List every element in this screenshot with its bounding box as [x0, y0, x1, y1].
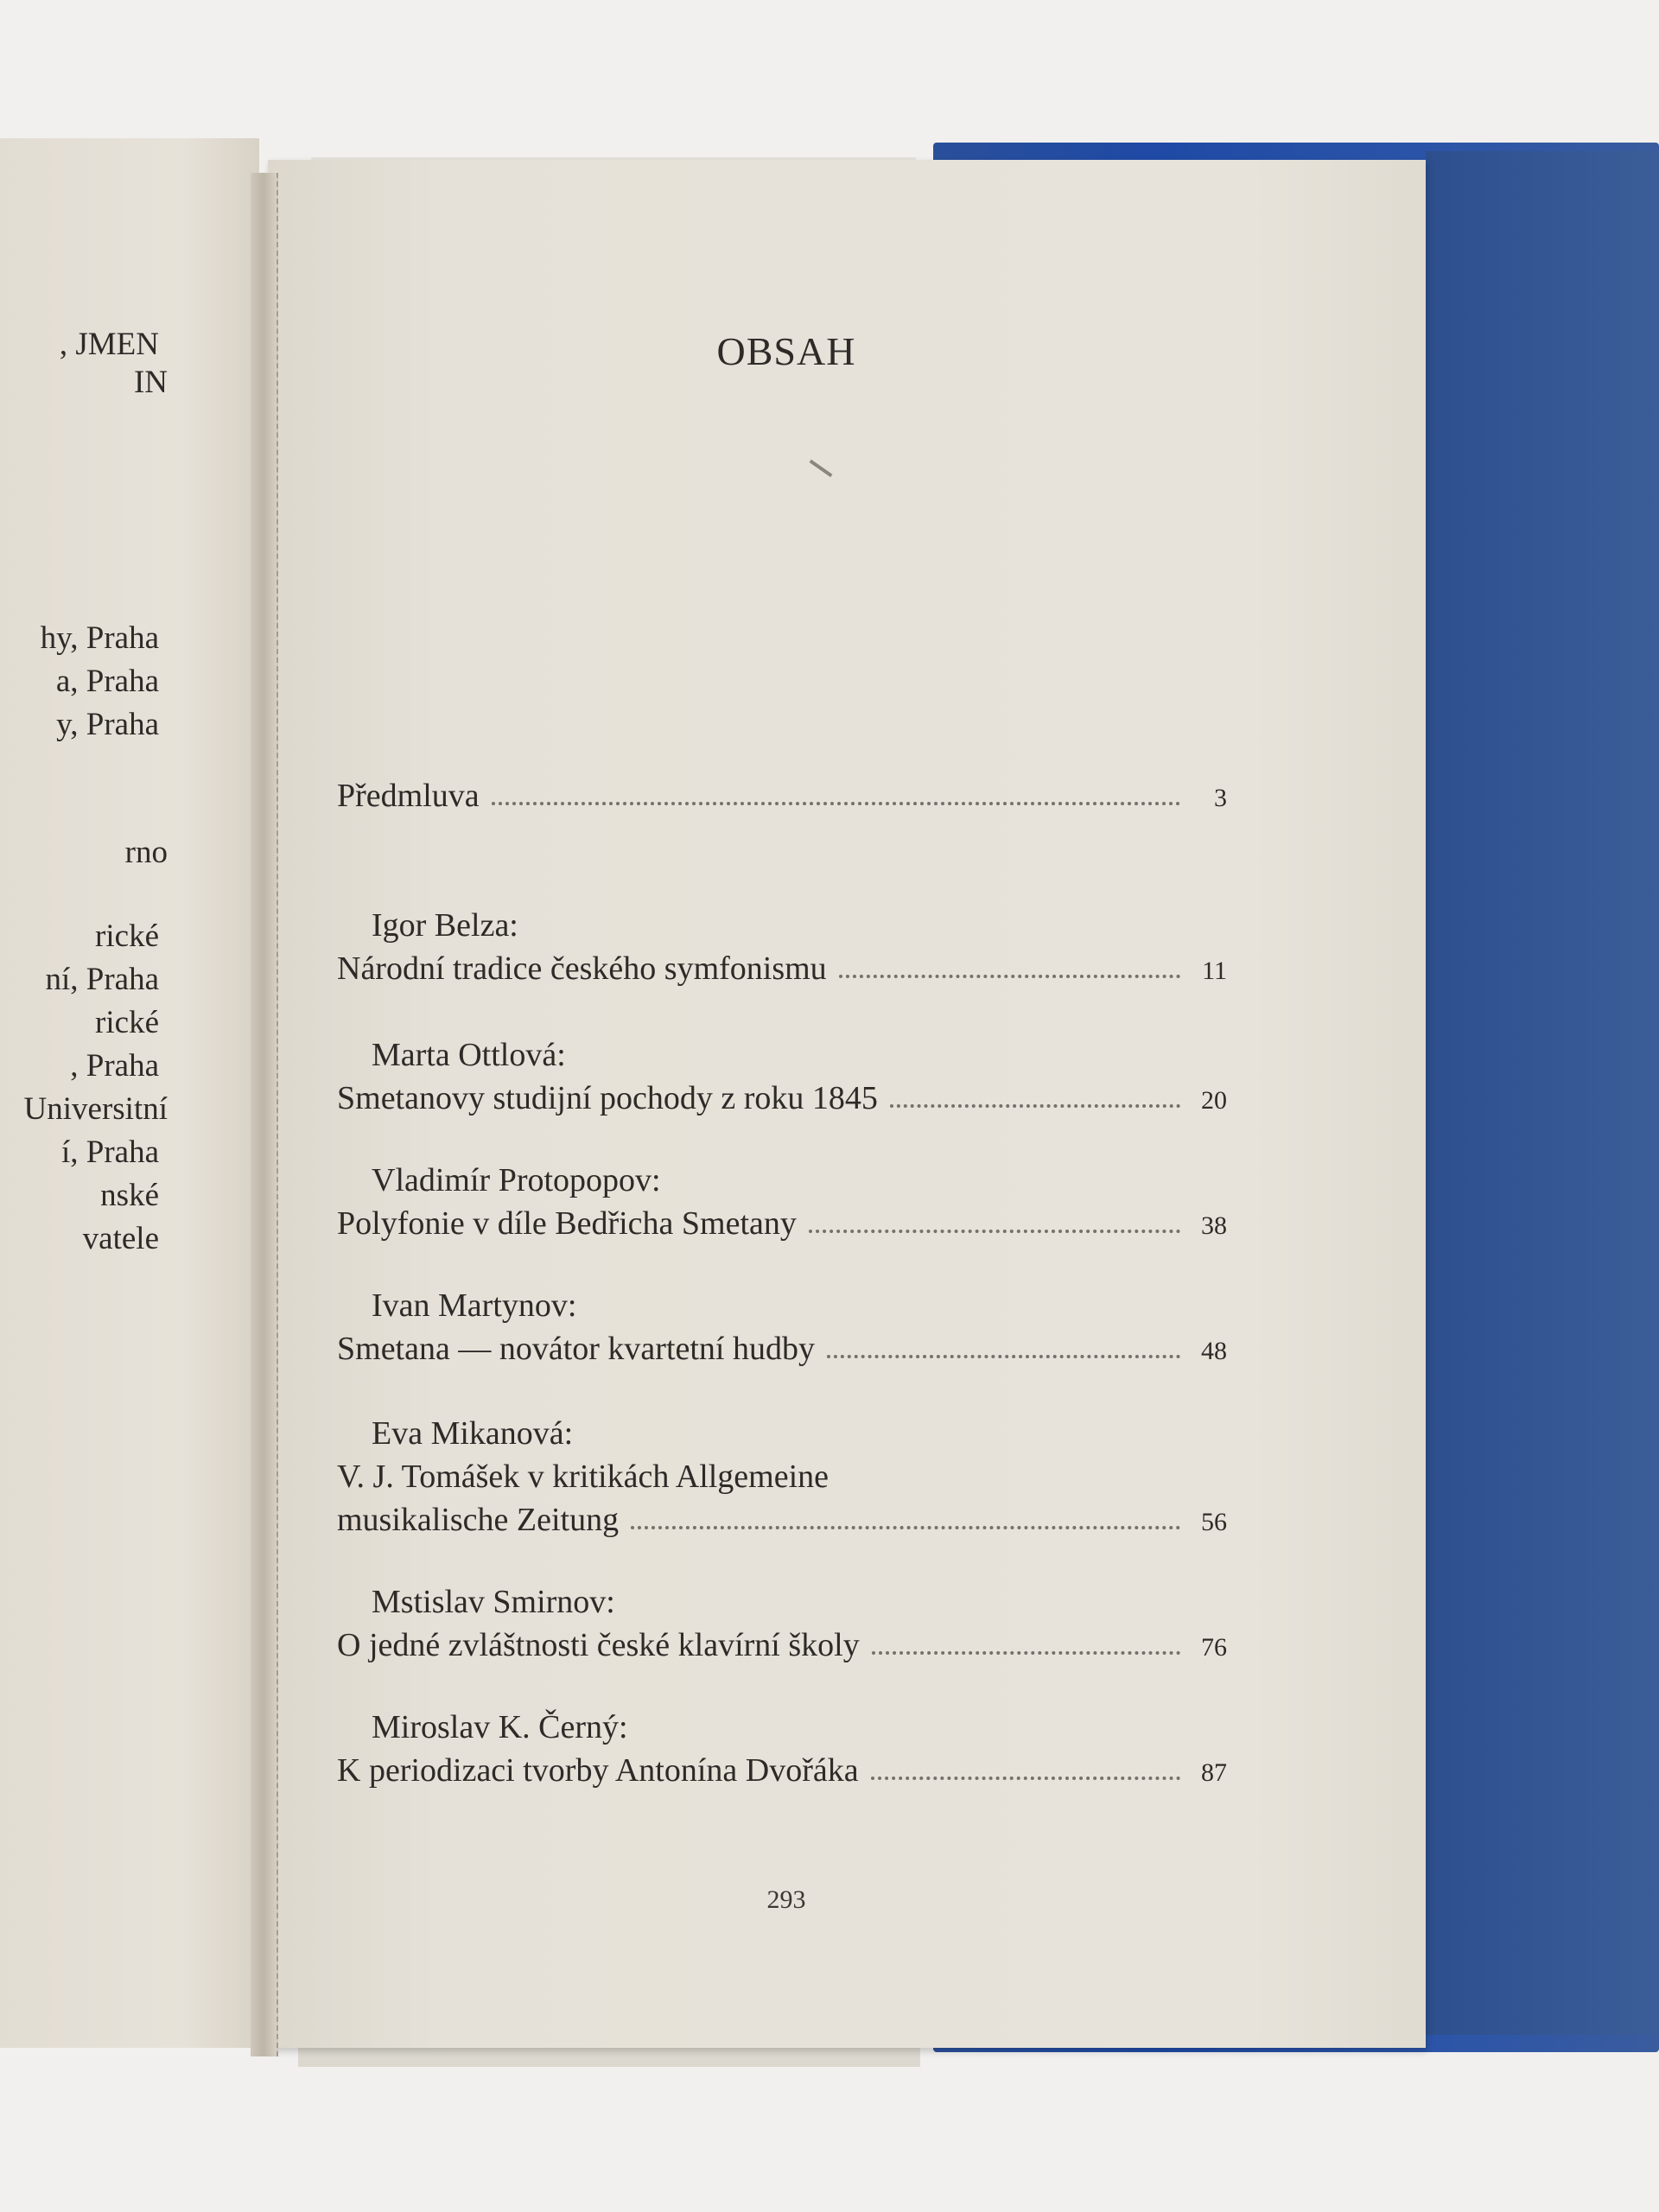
left-line: y, Praha — [56, 707, 159, 742]
toc-title: Smetanovy studijní pochody z roku 1845 — [337, 1080, 878, 1116]
toc-page-number: 76 — [1201, 1633, 1227, 1662]
leader-dots — [631, 1517, 1180, 1529]
leader-dots — [839, 966, 1180, 978]
toc-page-number: 87 — [1201, 1758, 1227, 1787]
left-line: ní, Praha — [45, 962, 159, 997]
toc-preface-label: Předmluva — [337, 778, 480, 814]
toc-entry — [337, 1711, 1227, 1787]
toc-page-number: 11 — [1202, 957, 1227, 985]
left-line: vatele — [82, 1221, 159, 1256]
toc-author: Vladimír Protopopov: — [372, 1162, 661, 1198]
left-line: rické — [95, 1005, 159, 1040]
toc-title: musikalische Zeitung — [337, 1502, 620, 1538]
toc-title: K periodizaci tvorby Antonína Dvořáka — [337, 1752, 859, 1789]
left-line: IN — [133, 365, 168, 400]
toc-entry — [337, 1289, 1227, 1365]
toc-entry — [337, 909, 1227, 985]
toc-page-number: 48 — [1201, 1337, 1227, 1365]
left-page-text — [0, 328, 173, 1279]
page-title: OBSAH — [716, 329, 856, 373]
toc-author: Marta Ottlová: — [372, 1037, 566, 1073]
toc-title: Národní tradice českého symfonismu — [337, 950, 827, 987]
left-line: í, Praha — [60, 1135, 159, 1170]
toc-page-number: 56 — [1201, 1508, 1227, 1536]
toc-page-number: 20 — [1201, 1086, 1227, 1115]
toc-entry — [337, 1586, 1227, 1662]
toc-author: Miroslav K. Černý: — [372, 1709, 628, 1745]
left-line: a, Praha — [55, 664, 159, 699]
left-line: Universitní — [23, 1091, 168, 1127]
toc-author: Igor Belza: — [372, 907, 518, 944]
left-line: hy, Praha — [40, 620, 159, 656]
book-gutter — [251, 173, 278, 2056]
leader-dots — [492, 793, 1180, 805]
cover-board — [1426, 151, 1659, 2035]
left-line: , JMEN — [59, 327, 159, 362]
toc-entry — [337, 1417, 1227, 1536]
toc-page-number: 3 — [1214, 784, 1227, 812]
toc-page-number: 38 — [1201, 1211, 1227, 1240]
toc-title: O jedné zvláštnosti české klavírní školy — [337, 1627, 860, 1663]
left-line: rické — [95, 918, 159, 954]
toc-preface — [337, 779, 1227, 812]
toc-title-line: V. J. Tomášek v kritikách Allgemeine — [337, 1459, 830, 1495]
left-line: rno — [124, 835, 168, 870]
toc-entry — [337, 1039, 1227, 1115]
toc-author: Mstislav Smirnov: — [372, 1584, 615, 1620]
leader-dots — [871, 1768, 1180, 1780]
toc-author: Eva Mikanová: — [372, 1415, 574, 1452]
leader-dots — [890, 1096, 1180, 1108]
leader-dots — [809, 1221, 1180, 1233]
toc-author: Ivan Martynov: — [372, 1287, 577, 1324]
left-line: nské — [100, 1178, 159, 1213]
toc-entry — [337, 1164, 1227, 1240]
leader-dots — [872, 1643, 1180, 1655]
leader-dots — [827, 1346, 1180, 1358]
page-number: 293 — [766, 1885, 806, 1914]
toc-title: Polyfonie v díle Bedřicha Smetany — [337, 1205, 797, 1242]
left-line: , Praha — [70, 1048, 159, 1084]
toc-title: Smetana — novátor kvartetní hudby — [337, 1331, 815, 1367]
